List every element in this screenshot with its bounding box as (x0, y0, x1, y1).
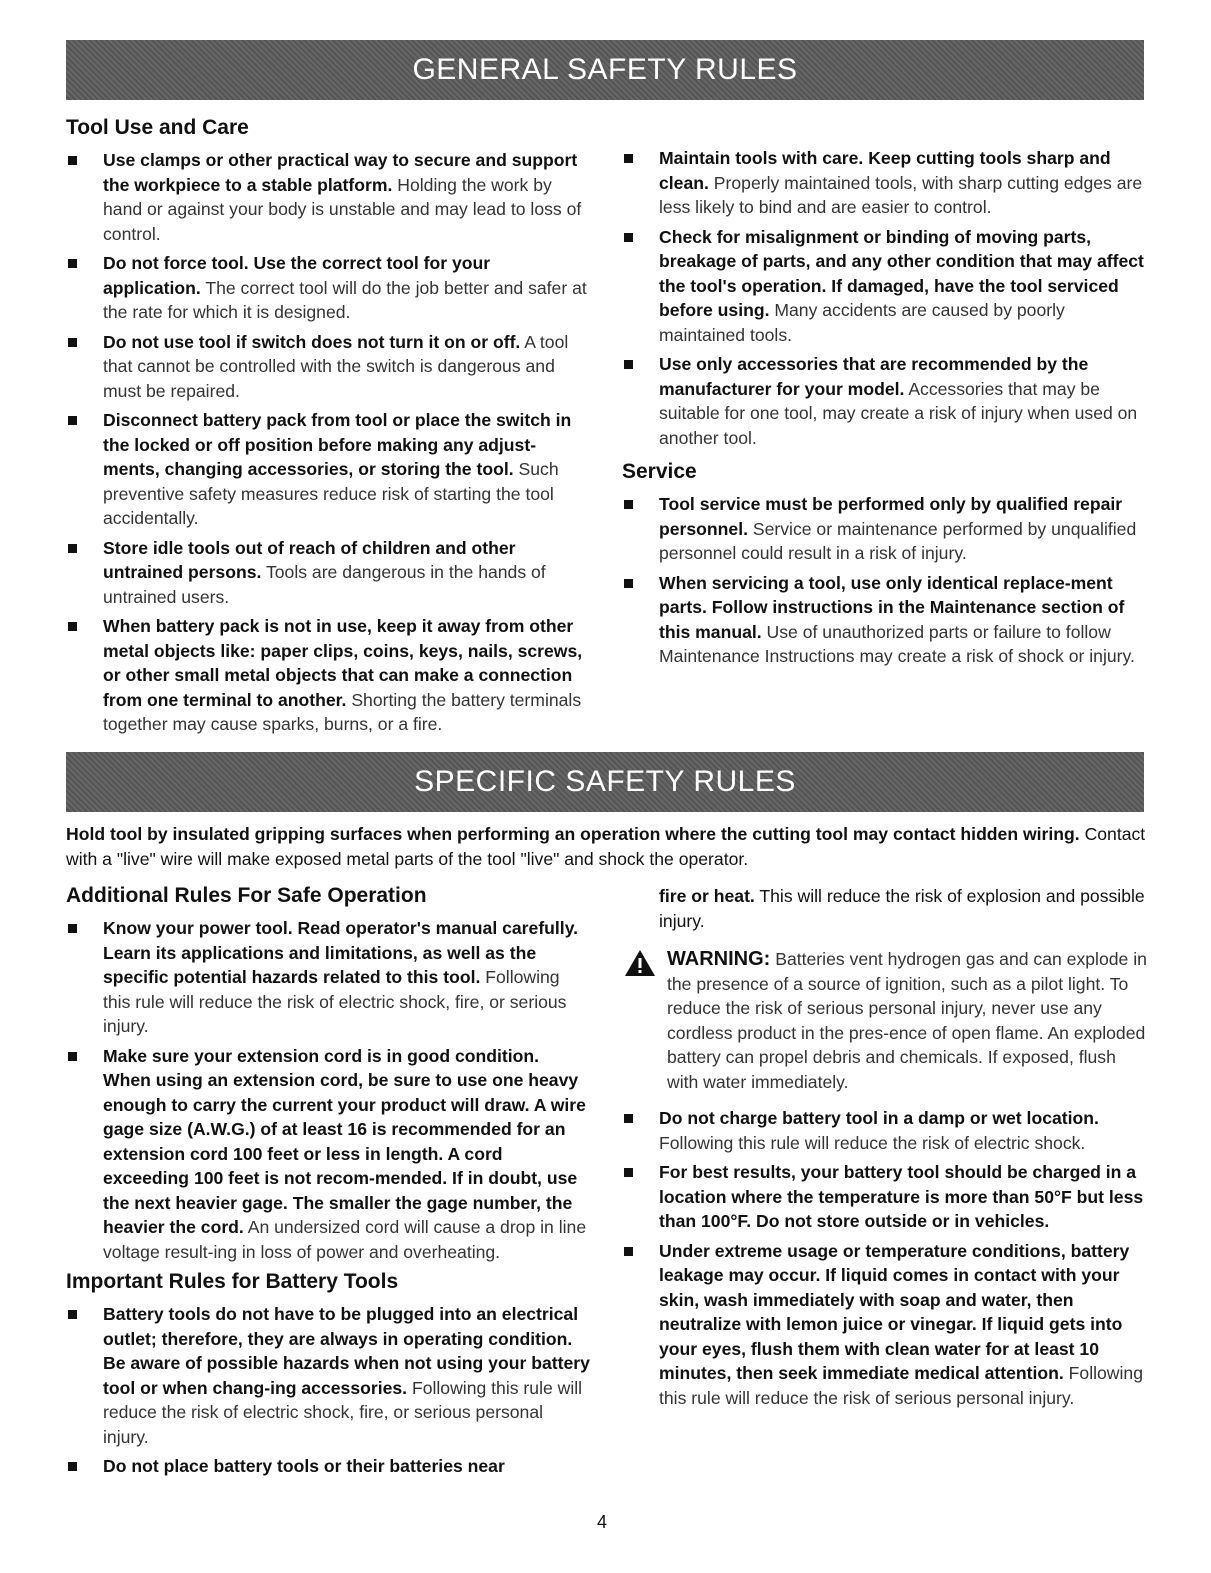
list-item: Disconnect battery pack from tool or place the switch in the locked or off position before making any adjust-ments, changing accessories, or storing the tool. Such preventive safety measures reduce risk of starting the tool accidentally. (66, 408, 591, 531)
list-item: Do not use tool if switch does not turn it on or off. A tool that cannot be controlled with the switch is dangerous and must be repaired. (66, 330, 591, 404)
section-heading-service: Service (622, 460, 697, 483)
continued-paragraph: fire or heat. This will reduce the risk of explosion and possible injury. (659, 886, 1145, 931)
bullet-icon (68, 156, 77, 165)
warning-text: Batteries vent hydrogen gas and can explode in the presence of a source of ignition, such as a pilot light. To reduce the risk of serious personal injury, never use any cordless product in the pres-ence of open flame. An exploded battery can propel debris and chemicals. If exposed, flush with water immediately. (667, 949, 1147, 1092)
list-item: Maintain tools with care. Keep cutting tools sharp and clean. Properly maintained tools, with sharp cutting edges are less likely to bind and are easier to control. (622, 146, 1147, 220)
list-item: Store idle tools out of reach of children and other untrained persons. Tools are dangerous in the hands of untrained users. (66, 536, 591, 610)
section-heading-battery: Important Rules for Battery Tools (66, 1270, 399, 1293)
list-item: For best results, your battery tool should be charged in a location where the temperature is more than 50°F but less than 100°F. Do not store outside or in vehicles. (622, 1160, 1147, 1234)
bullet-icon (68, 338, 77, 347)
bullet-icon (68, 1052, 77, 1061)
bullet-icon (624, 1168, 633, 1177)
bullet-icon (68, 622, 77, 631)
intro-paragraph: Hold tool by insulated gripping surfaces when performing an operation where the cutting tool may contact hidden wiring. Contact with a "live" wire will make exposed metal parts of the tool "live" and shock the operator. (66, 824, 1146, 869)
general-safety-banner (66, 40, 1144, 100)
list-item: Do not place battery tools or their batteries near (66, 1454, 591, 1479)
section-heading-tool-use: Tool Use and Care (66, 116, 249, 139)
list-item: Do not charge battery tool in a damp or wet location. Following this rule will reduce the risk of electric shock. (622, 1106, 1147, 1155)
list-item: Know your power tool. Read operator's manual carefully. Learn its applications and limitations, as well as the specific potential hazards related to this tool. Following this rule will reduce the risk of electric shock, fire, or serious injury. (66, 916, 591, 1039)
left-column-top (66, 116, 591, 742)
bullet-icon (68, 924, 77, 933)
list-item: When servicing a tool, use only identical replace-ment parts. Follow instructions in the Maintenance section of this manual. Use of unauthorized parts or failure to follow Maintenance Instructions may create a risk of shock or injury. (622, 571, 1147, 669)
bullet-icon (68, 1310, 77, 1319)
bullet-icon (68, 544, 77, 553)
bullet-icon (624, 154, 633, 163)
bullet-icon (68, 259, 77, 268)
bullet-icon (624, 1114, 633, 1123)
list-item: When battery pack is not in use, keep it away from other metal objects like: paper clips, coins, keys, nails, screws, or other small metal objects that can make a connection from one terminal to another. Shorting the battery terminals together may cause sparks, burns, or a fire. (66, 614, 591, 737)
banner-title: SPECIFIC SAFETY RULES (414, 765, 796, 798)
bullet-icon (624, 579, 633, 588)
list-item: Use only accessories that are recommended by the manufacturer for your model. Accessories that may be suitable for one tool, may create a risk of injury when used on another tool. (622, 352, 1147, 450)
list-item: Check for misalignment or binding of moving parts, breakage of parts, and any other condition that may affect the tool's operation. If damaged, have the tool serviced before using. Many accidents are caused by poorly maintained tools. (622, 225, 1147, 348)
warning-triangle-icon (624, 949, 656, 977)
bullet-icon (624, 1247, 633, 1256)
list-item: Use clamps or other practical way to secure and support the workpiece to a stable platform. Holding the work by hand or against your body is unstable and may lead to loss of control. (66, 148, 591, 246)
bullet-icon (624, 500, 633, 509)
banner-title: GENERAL SAFETY RULES (412, 53, 798, 86)
bullet-icon (68, 416, 77, 425)
page-number: 4 (597, 1512, 608, 1532)
warning-block (622, 947, 1147, 1094)
list-item: Do not force tool. Use the correct tool for your application. The correct tool will do the job better and safer at the rate for which it is designed. (66, 251, 591, 325)
bullet-icon (624, 360, 633, 369)
list-item: Tool service must be performed only by qualified repair personnel. Service or maintenance performed by unqualified personnel could result in a risk of injury. (622, 492, 1147, 566)
right-column-bottom (622, 884, 1147, 1415)
section-heading-additional: Additional Rules For Safe Operation (66, 884, 427, 907)
left-column-bottom (66, 884, 591, 1484)
specific-safety-banner (66, 752, 1144, 812)
bullet-icon (68, 1462, 77, 1471)
bullet-icon (624, 233, 633, 242)
right-column-top (622, 146, 1147, 674)
list-item: Battery tools do not have to be plugged into an electrical outlet; therefore, they are always in operating condition. Be aware of possible hazards when not using your battery tool or when chang-ing accessories. Following this rule will reduce the risk of electric shock, fire, or serious personal injury. (66, 1302, 591, 1449)
list-item: Under extreme usage or temperature conditions, battery leakage may occur. If liquid comes in contact with your skin, wash immediately with soap and water, then neutralize with lemon juice or vinegar. If liquid gets into your eyes, flush them with clean water for at least 10 minutes, then seek immediate medical attention. Following this rule will reduce the risk of serious personal injury. (622, 1239, 1147, 1411)
list-item: Make sure your extension cord is in good condition. When using an extension cord, be sure to use one heavy enough to carry the current your product will draw. A wire gage size (A.W.G.) of at least 16 is recommended for an extension cord 100 feet or less in length. A cord exceeding 100 feet is not recom-mended. If in doubt, use the next heavier gage. The smaller the gage number, the heavier the cord. An undersized cord will cause a drop in line voltage result-ing in loss of power and overheating. (66, 1044, 591, 1265)
warning-label: WARNING: (667, 948, 771, 970)
